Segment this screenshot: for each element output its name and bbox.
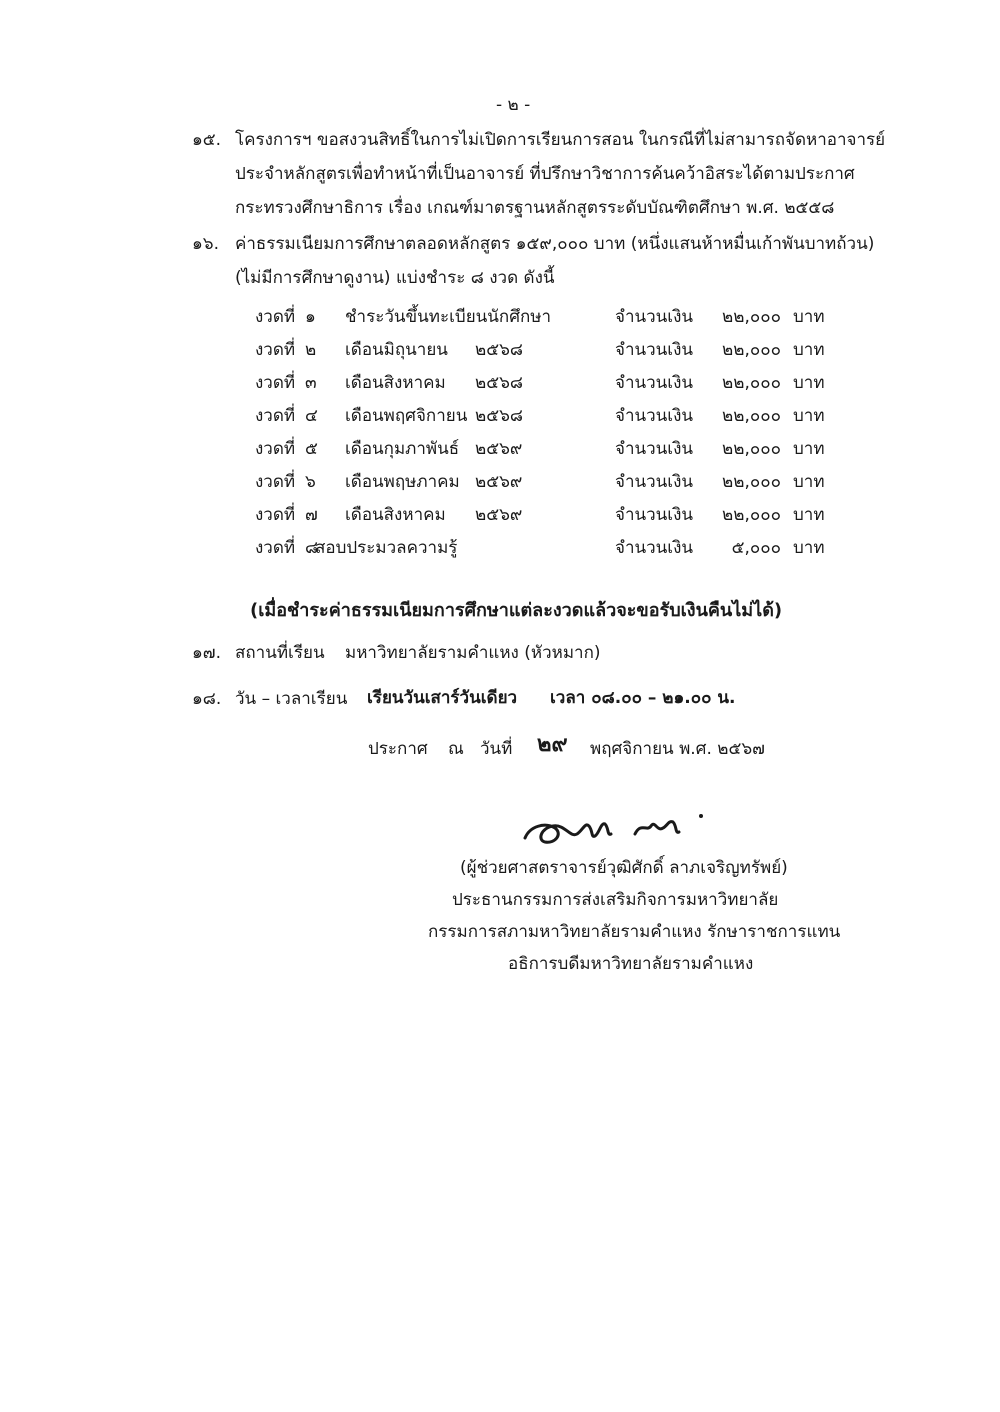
installment-number: ๓ <box>305 373 317 393</box>
installment-amount: ๕,๐๐๐ <box>731 538 781 558</box>
installment-amount-label: จำนวนเงิน <box>615 538 694 558</box>
installment-number: ๔ <box>305 406 318 426</box>
signatory-name: (ผู้ช่วยศาสตราจารย์วุฒิศักดิ์ ลาภเจริญทรัพย์) <box>460 858 788 878</box>
installment-year: ๒๕๖๘ <box>475 340 523 360</box>
installment-description: เดือนพฤษภาคม <box>345 472 460 492</box>
item-16-line-1: ค่าธรรมเนียมการศึกษาตลอดหลักสูตร ๑๕๙,๐๐๐ บาท (หนึ่งแสนห้าหมื่นเก้าพันบาทถ้วน) <box>235 234 875 254</box>
item-17-label: สถานที่เรียน <box>235 643 325 663</box>
installment-year: ๒๕๖๙ <box>475 505 523 525</box>
installment-table <box>255 303 855 573</box>
installment-amount-label: จำนวนเงิน <box>615 505 694 525</box>
installment-label: งวดที่ <box>255 472 296 492</box>
installment-unit: บาท <box>793 505 825 525</box>
item-15-number: ๑๕. <box>192 130 222 150</box>
installment-amount-label: จำนวนเงิน <box>615 406 694 426</box>
item-15-line-2: ประจำหลักสูตรเพื่อทำหน้าที่เป็นอาจารย์ ที่ปรึกษาวิชาการค้นคว้าอิสระได้ตามประกาศ <box>235 164 855 184</box>
item-18-time: เวลา ๐๘.๐๐ – ๒๑.๐๐ น. <box>550 688 736 708</box>
installment-label: งวดที่ <box>255 538 296 558</box>
item-15-line-1: โครงการฯ ขอสงวนสิทธิ์ในการไม่เปิดการเรียนการสอน ในกรณีที่ไม่สามารถจัดหาอาจารย์ <box>235 130 886 150</box>
installment-year: ๒๕๖๘ <box>475 406 523 426</box>
installment-amount: ๒๒,๐๐๐ <box>722 307 781 327</box>
installment-description: สอบประมวลความรู้ <box>315 538 458 558</box>
installment-year: ๒๕๖๘ <box>475 373 523 393</box>
installment-year: ๒๕๖๙ <box>475 472 523 492</box>
installment-unit: บาท <box>793 307 825 327</box>
installment-description: เดือนสิงหาคม <box>345 505 446 525</box>
installment-amount-label: จำนวนเงิน <box>615 373 694 393</box>
installment-amount: ๒๒,๐๐๐ <box>722 439 781 459</box>
signatory-position-3: อธิการบดีมหาวิทยาลัยรามคำแหง <box>508 954 754 974</box>
item-17-value: มหาวิทยาลัยรามคำแหง (หัวหมาก) <box>345 643 601 663</box>
installment-label: งวดที่ <box>255 439 296 459</box>
signatory-position-2: กรรมการสภามหาวิทยาลัยรามคำแหง รักษาราชการแทน <box>428 922 841 942</box>
page-number: - ๒ - <box>496 95 531 115</box>
installment-amount-label: จำนวนเงิน <box>615 307 694 327</box>
installment-unit: บาท <box>793 439 825 459</box>
announce-date-label: วันที่ <box>480 739 513 759</box>
item-17-number: ๑๗. <box>192 643 221 663</box>
installment-number: ๑ <box>305 307 316 327</box>
announce-prefix: ประกาศ <box>368 739 428 759</box>
installment-description: เดือนกุมภาพันธ์ <box>345 439 460 459</box>
installment-number: ๕ <box>305 439 318 459</box>
installment-number: ๘ <box>305 538 319 558</box>
installment-unit: บาท <box>793 538 825 558</box>
installment-amount: ๒๒,๐๐๐ <box>722 505 781 525</box>
installment-year: ๒๕๖๙ <box>475 439 523 459</box>
installment-number: ๗ <box>305 505 318 525</box>
installment-amount: ๒๒,๐๐๐ <box>722 472 781 492</box>
installment-amount: ๒๒,๐๐๐ <box>722 406 781 426</box>
signatory-position-1: ประธานกรรมการส่งเสริมกิจการมหาวิทยาลัย <box>452 890 779 910</box>
installment-label: งวดที่ <box>255 307 296 327</box>
installment-label: งวดที่ <box>255 340 296 360</box>
item-15-line-3: กระทรวงศึกษาธิการ เรื่อง เกณฑ์มาตรฐานหลักสูตรระดับบัณฑิตศึกษา พ.ศ. ๒๕๕๘ <box>235 198 835 218</box>
item-18-label: วัน – เวลาเรียน <box>235 689 348 709</box>
installment-unit: บาท <box>793 373 825 393</box>
announce-at: ณ <box>448 739 464 759</box>
installment-label: งวดที่ <box>255 406 296 426</box>
handwritten-signature <box>515 798 715 858</box>
installment-number: ๖ <box>305 472 316 492</box>
installment-description: เดือนมิถุนายน <box>345 340 448 360</box>
item-16-line-2: (ไม่มีการศึกษาดูงาน) แบ่งชำระ ๘ งวด ดังนี้ <box>235 268 555 288</box>
installment-unit: บาท <box>793 472 825 492</box>
installment-unit: บาท <box>793 406 825 426</box>
announce-month-year: พฤศจิกายน พ.ศ. ๒๕๖๗ <box>590 739 765 759</box>
installment-label: งวดที่ <box>255 505 296 525</box>
installment-description: ชำระวันขึ้นทะเบียนนักศึกษา <box>345 307 552 327</box>
installment-number: ๒ <box>305 340 317 360</box>
installment-amount-label: จำนวนเงิน <box>615 472 694 492</box>
installment-label: งวดที่ <box>255 373 296 393</box>
installment-amount-label: จำนวนเงิน <box>615 340 694 360</box>
installment-description: เดือนพฤศจิกายน <box>345 406 468 426</box>
installment-amount: ๒๒,๐๐๐ <box>722 373 781 393</box>
announce-day: ๒๙ <box>537 732 568 757</box>
installment-description: เดือนสิงหาคม <box>345 373 446 393</box>
installment-unit: บาท <box>793 340 825 360</box>
item-18-day: เรียนวันเสาร์วันเดียว <box>367 688 518 708</box>
installment-amount: ๒๒,๐๐๐ <box>722 340 781 360</box>
refund-note: (เมื่อชำระค่าธรรมเนียมการศึกษาแต่ละงวดแล้วจะขอรับเงินคืนไม่ได้) <box>250 600 783 621</box>
item-18-number: ๑๘. <box>192 689 222 709</box>
installment-amount-label: จำนวนเงิน <box>615 439 694 459</box>
item-16-number: ๑๖. <box>192 234 219 254</box>
